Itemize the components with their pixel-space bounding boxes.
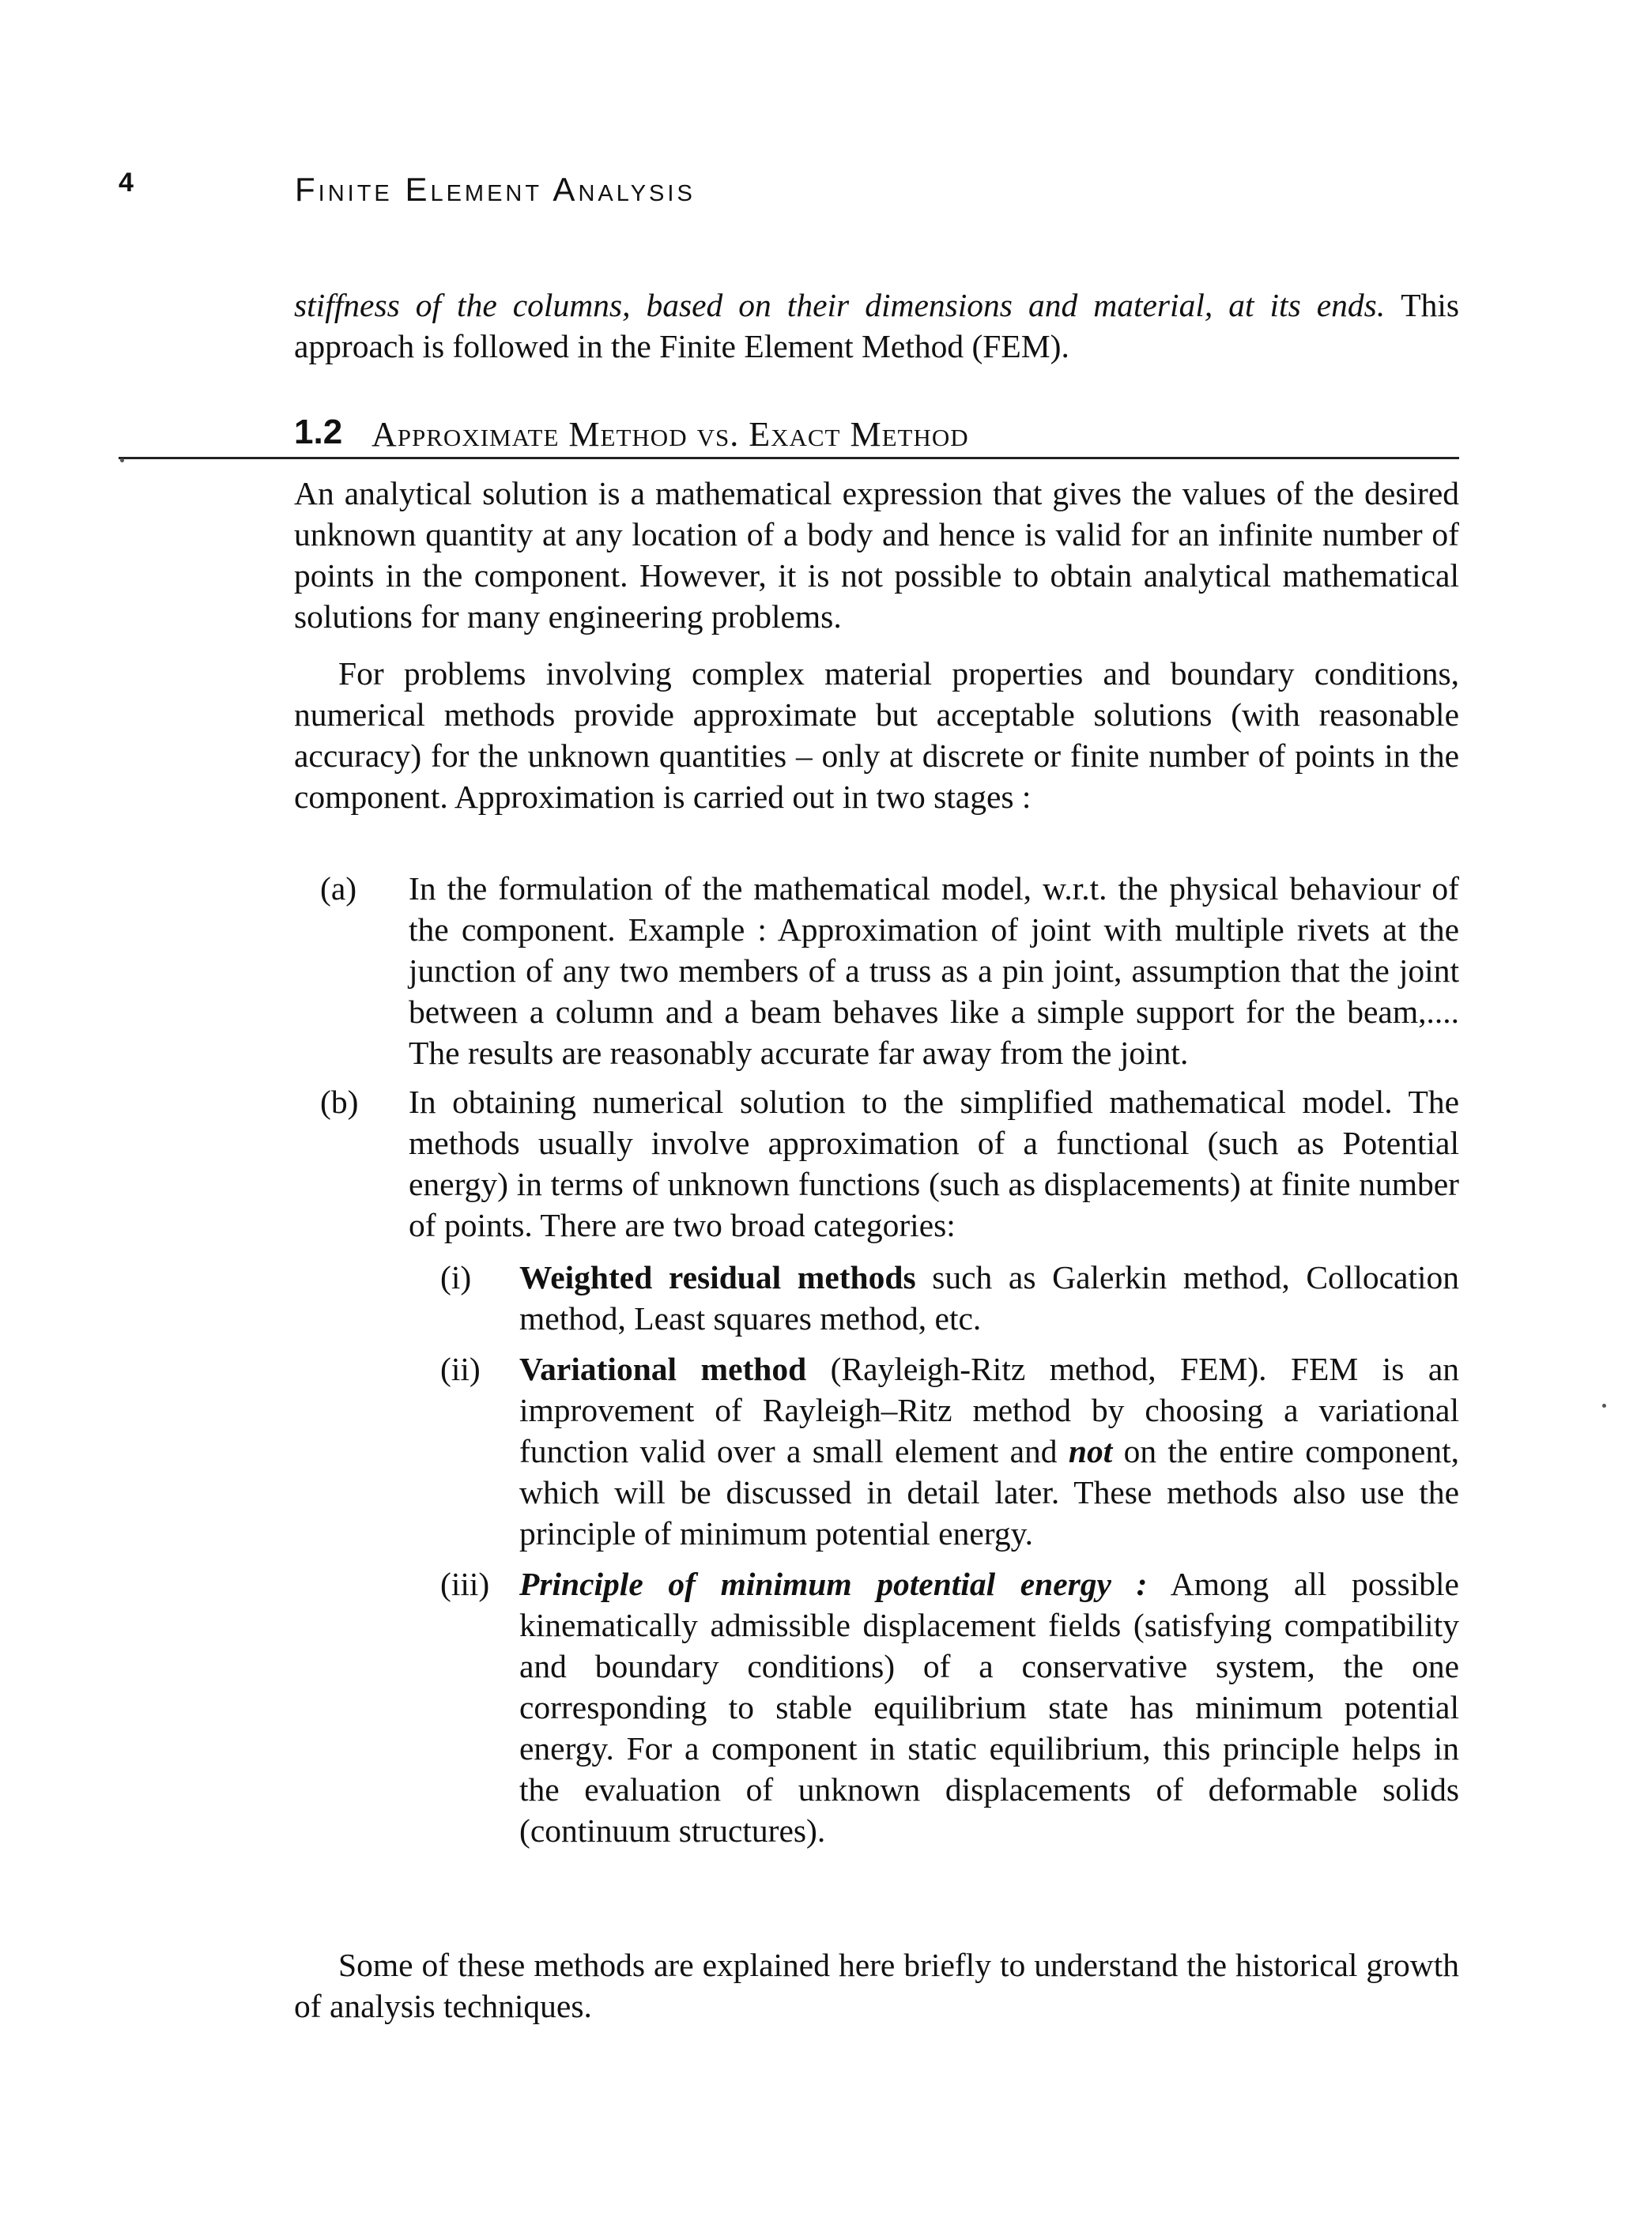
page-number: 4 (119, 168, 134, 198)
sub-list-marker: (i) (440, 1259, 472, 1295)
sub-list-marker: (iii) (440, 1566, 490, 1602)
paragraph-numerical-methods: For problems involving complex material properties and boundary conditions, numerical methods provide approximate but acceptable solutions (with reasonable accuracy) for the unknown quantities – only at discrete or finite number of points in the component. Approximation is carried out in two stages : (294, 655, 1459, 815)
closing-paragraph: Some of these methods are explained here briefly to understand the historical growth of analysis techniques. (294, 1947, 1459, 2024)
section-heading (119, 409, 1459, 459)
list-item-text: In the formulation of the mathematical model, w.r.t. the physical behaviour of the component. Example : Approximation of joint with multiple rivets at the junction of any two members of a truss as a pin joint, assumption that the joint between a column and a beam behaves like a simple support for the beam,.... The results are reasonably accurate far away from the joint. (409, 870, 1459, 1071)
intro-italic-text: stiffness of the columns, based on their dimensions and material, at its ends. (294, 287, 1386, 323)
intro-plain-text: This approach is followed in the Finite Element Method (FEM). (294, 287, 1459, 364)
sub-list-description: such as Galerkin method, Collocation method, Least squares method, etc. (519, 1259, 1460, 1337)
running-head: Finite Element Analysis (295, 171, 696, 208)
term-variational-method: Variational method (519, 1351, 807, 1387)
sub-list-item (440, 1563, 1459, 1851)
sub-list-item-text (519, 1563, 1459, 1851)
intro-paragraph (294, 285, 1459, 367)
section-number: 1.2 (294, 413, 343, 451)
sub-list-description-end: on the entire component, which will be discussed in detail later. These methods also use the principle of minimum potential energy. (519, 1433, 1459, 1552)
method-categories-list (440, 1257, 1459, 1851)
section-title: Approximate Method vs. Exact Method (372, 415, 969, 454)
sub-list-marker: (ii) (440, 1351, 481, 1387)
sub-list-description: (Rayleigh-Ritz method, FEM). FEM is an improvement of Rayleigh–Ritz method by choosing a variational function valid over a small element and (519, 1351, 1459, 1469)
term-weighted-residual: Weighted residual methods (519, 1259, 916, 1295)
list-item-body (409, 1081, 1459, 1861)
sub-list-description: Among all possible kinematically admissible displacement fields (satisfying compatibility and boundary conditions) of a conservative system, the one corresponding to stable equilibrium state has minimum potential energy. For a component in static equilibrium, this principle helps in the evaluation of unknown displacements of deformable solids (continuum structures). (519, 1566, 1459, 1849)
list-item (320, 868, 1459, 1073)
list-item (320, 1081, 1459, 1861)
approximation-stages-list (320, 868, 1459, 1869)
sub-list-item-text (519, 1257, 1459, 1339)
scan-speck (1602, 1404, 1606, 1408)
list-item-text: In obtaining numerical solution to the simplified mathematical model. The methods usually involve approximation of a functional (such as Potential energy) in terms of unknown functions (such as displacements) at finite number of points. There are two broad categories: (409, 1084, 1459, 1243)
list-marker: (a) (320, 870, 357, 907)
scan-speck (120, 458, 124, 462)
list-marker: (b) (320, 1084, 359, 1120)
sub-list-item-text (519, 1348, 1459, 1554)
emphasis-not: not (1068, 1433, 1113, 1469)
sub-list-item (440, 1257, 1459, 1339)
paragraph-analytical-solution: An analytical solution is a mathematical expression that gives the values of the desired unknown quantity at any location of a body and hence is valid for an infinite number of points in the component. However, it is not possible to obtain analytical mathematical solutions for many engineering problems. (294, 475, 1459, 635)
page-header (119, 168, 1462, 215)
sub-list-item (440, 1348, 1459, 1554)
term-minimum-potential-energy: Principle of minimum potential energy : (519, 1566, 1148, 1602)
